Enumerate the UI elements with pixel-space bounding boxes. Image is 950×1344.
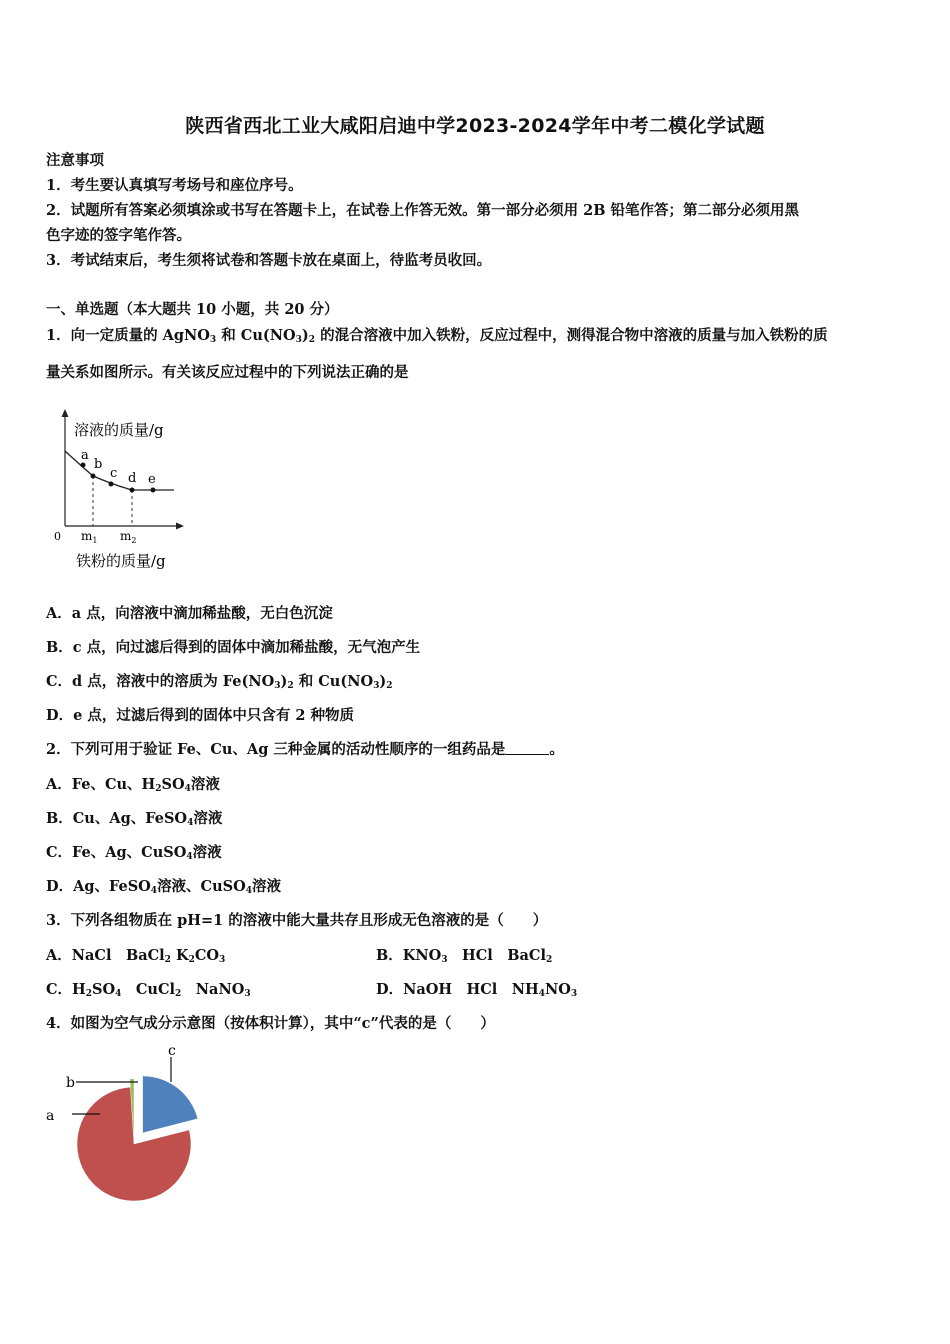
q2-option-d: D．Ag、FeSO$_4$溶液、CuSO$_4$溶液 [46, 878, 282, 896]
y-axis [62, 409, 69, 526]
q1-option-c: C．d 点，溶液中的溶质为 $Fe(NO_3)_2$ 和 $Cu(NO_3)_2$ [46, 673, 393, 691]
question-1-stem-cont: 量关系如图所示。有关该反应过程中的下列说法正确的是 [46, 364, 409, 381]
question-1-stem: 1．向一定质量的 AgNO$_3$ 和 $Cu(NO_3)_2$ 的混合溶液中加入铁粉，反应过程中，测得混合物中溶液的质量与加入铁粉的质 [46, 327, 828, 345]
point-label-a: a [81, 448, 89, 463]
question-2-stem: 2．下列可用于验证 Fe、Cu、Ag 三种金属的活动性顺序的一组药品是 。 [46, 741, 564, 758]
notice-item: 色字迹的签字笔作答。 [46, 227, 191, 244]
point-label-b: b [94, 457, 103, 472]
point-label-d: d [128, 471, 137, 486]
section-heading: 一、单选题（本大题共 10 小题，共 20 分） [46, 301, 339, 318]
y-axis-label: 溶液的质量/g [74, 421, 164, 439]
pie-slice-c [143, 1076, 198, 1133]
origin-label: 0 [54, 530, 61, 543]
tick-label-m1: $m_1$ [81, 529, 98, 545]
point-c [109, 482, 114, 487]
q1-line-chart [48, 405, 198, 575]
question-3-stem: 3．下列各组物质在 pH=1 的溶液中能大量共存且形成无色溶液的是（ ） [46, 912, 548, 929]
q1-option-a: A．a 点，向溶液中滴加稀盐酸，无白色沉淀 [46, 605, 333, 622]
answer-blank [505, 740, 549, 755]
point-a [81, 463, 86, 468]
pie-label-b: b [66, 1075, 75, 1091]
q1-option-b: B．c 点，向过滤后得到的固体中滴加稀盐酸，无气泡产生 [46, 639, 421, 656]
point-b [91, 474, 96, 479]
notice-heading: 注意事项 [46, 152, 104, 169]
notice-item: 2．试题所有答案必须填涂或书写在答题卡上，在试卷上作答无效。第一部分必须用 2B 铅笔作答；第二部分必须用黑 [46, 202, 800, 219]
q4-pie-chart [40, 1040, 220, 1215]
q3-option-d: D．NaOH HCl $NH_4NO_3$ [376, 981, 578, 999]
q1-option-d: D．e 点，过滤后得到的固体中只含有 2 种物质 [46, 707, 355, 724]
q3-option-c: C．$H_2SO_4$ CuCl$_2$ NaNO$_3$ [46, 981, 251, 999]
q2-option-a: A．Fe、Cu、$H_2SO_4$溶液 [46, 776, 220, 794]
notice-item: 1．考生要认真填写考场号和座位序号。 [46, 177, 303, 194]
q3-option-b: B．$KNO_3$ HCl BaCl$_2$ [376, 947, 553, 965]
question-4-stem: 4．如图为空气成分示意图（按体积计算），其中“c”代表的是（ ） [46, 1015, 495, 1032]
point-e [151, 488, 156, 493]
x-axis-label: 铁粉的质量/g [76, 552, 166, 570]
q2-option-b: B．Cu、Ag、FeSO$_4$溶液 [46, 810, 223, 828]
pie-label-a: a [46, 1108, 55, 1124]
tick-label-m2: $m_2$ [120, 529, 137, 545]
point-label-e: e [148, 472, 156, 487]
point-d [130, 488, 135, 493]
point-label-c: c [110, 466, 118, 481]
page-title: 陕西省西北工业大咸阳启迪中学2023-2024学年中考二模化学试题 [185, 115, 765, 137]
notice-item: 3．考试结束后，考生须将试卷和答题卡放在桌面上，待监考员收回。 [46, 252, 492, 269]
pie-label-c: c [168, 1043, 176, 1059]
q2-option-c: C．Fe、Ag、CuSO$_4$溶液 [46, 844, 222, 862]
q3-option-a: A．NaCl BaCl$_2$ $K_2CO_3$ [46, 947, 226, 965]
